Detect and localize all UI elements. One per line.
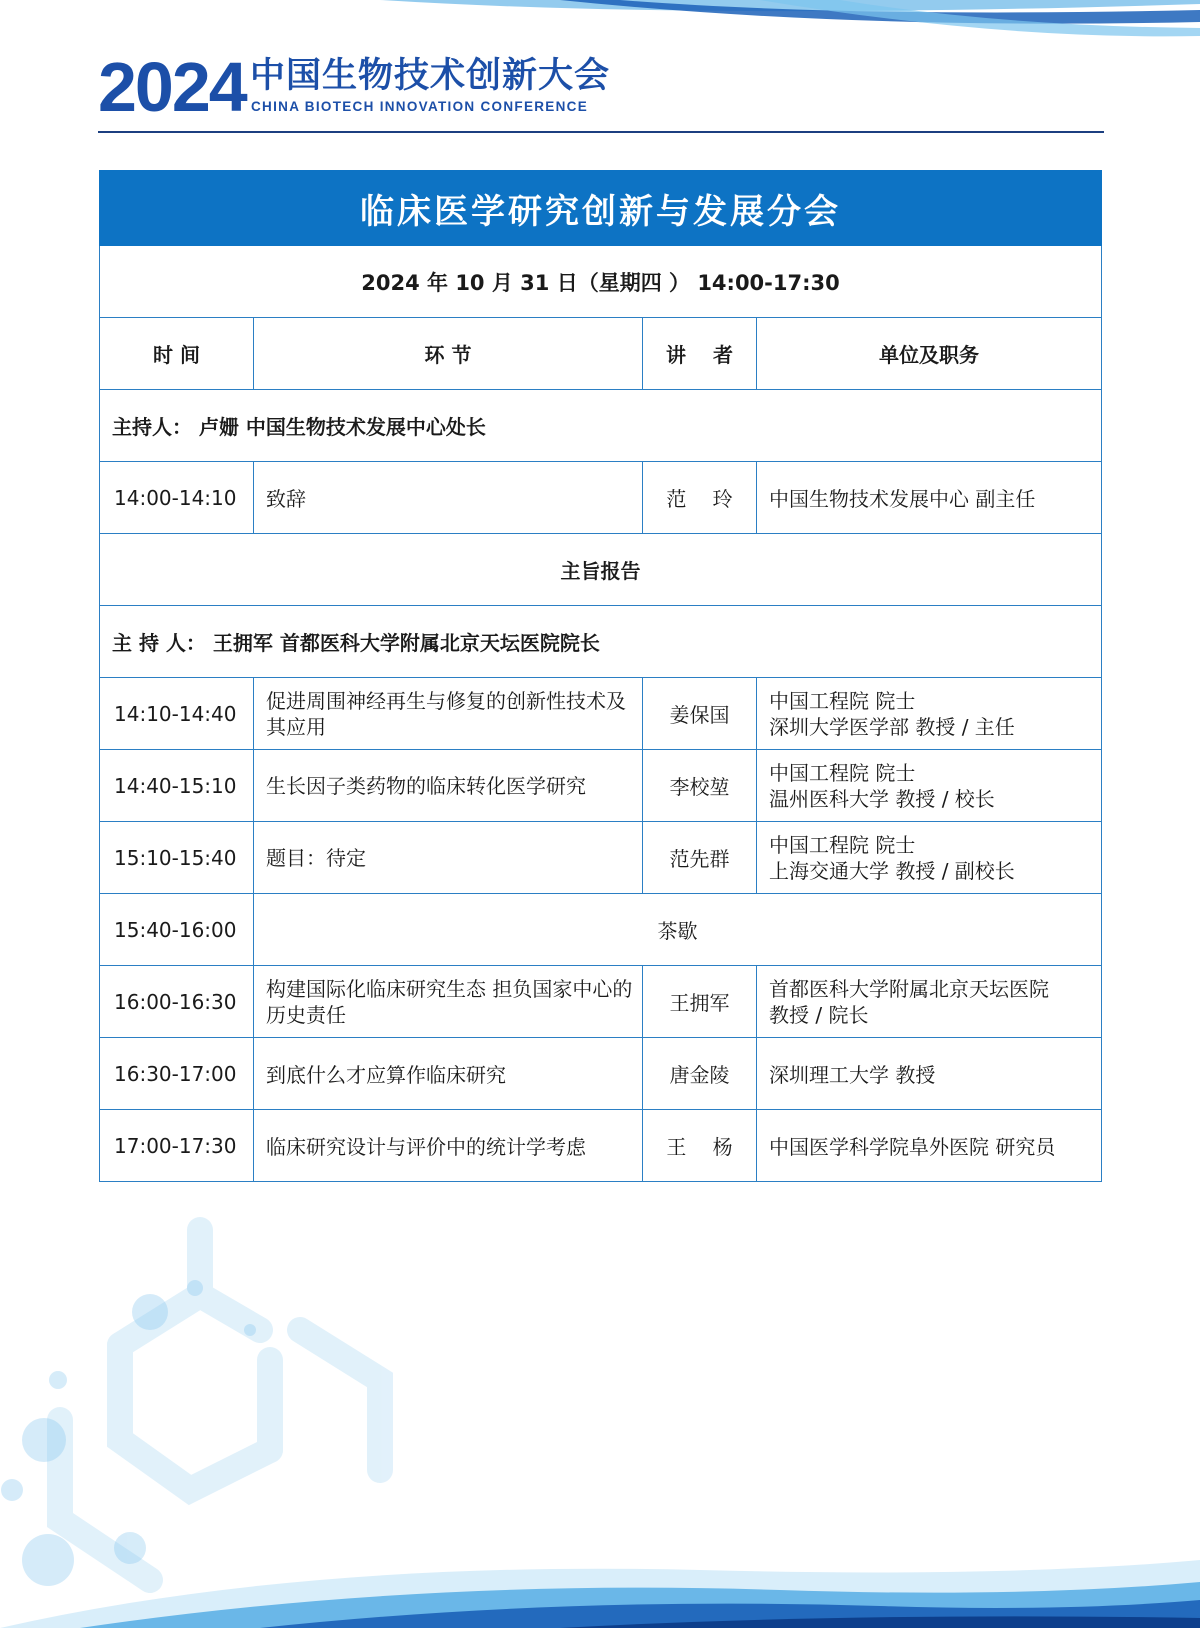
affiliation-cell: 深圳理工大学 教授 [757,1038,1102,1110]
segment-cell: 临床研究设计与评价中的统计学考虑 [254,1110,643,1182]
table-row [100,1038,1102,1110]
affiliation-line: 教授 / 院长 [769,1002,869,1027]
speaker-cell: 姜保国 [643,678,757,750]
segment-cell: 致辞 [254,462,643,534]
affiliation-line: 中国工程院 院士 [769,760,916,785]
break-row [100,894,1102,966]
host-row [100,606,1102,678]
table-row [100,966,1102,1038]
table-row [100,822,1102,894]
column-header-speaker: 讲 者 [643,318,757,390]
speaker-cell: 王拥军 [643,966,757,1038]
affiliation-cell [757,966,1102,1038]
speaker-cell: 范 玲 [643,462,757,534]
time-cell: 15:10-15:40 [100,822,254,894]
host-info: 主持人： 卢姗 中国生物技术发展中心处长 [100,390,1102,462]
affiliation-cell: 中国医学科学院阜外医院 研究员 [757,1110,1102,1182]
conference-title-en: CHINA BIOTECH INNOVATION CONFERENCE [251,99,589,114]
conference-title-cn: 中国生物技术创新大会 [250,56,611,96]
affiliation-line: 中国工程院 院士 [769,832,916,857]
time-cell: 17:00-17:30 [100,1110,254,1182]
segment-cell: 构建国际化临床研究生态 担负国家中心的历史责任 [254,966,643,1038]
column-header-time: 时 间 [100,318,254,390]
agenda-table [99,170,1102,1182]
speaker-cell: 李校堃 [643,750,757,822]
affiliation-cell: 中国生物技术发展中心 副主任 [757,462,1102,534]
time-cell: 16:00-16:30 [100,966,254,1038]
affiliation-line: 深圳大学医学部 教授 / 主任 [769,714,1015,739]
header-divider [98,131,1104,133]
segment-cell: 题目：待定 [254,822,643,894]
speaker-cell: 范先群 [643,822,757,894]
time-cell: 14:40-15:10 [100,750,254,822]
break-label: 茶歇 [254,894,1102,966]
time-cell: 15:40-16:00 [100,894,254,966]
time-cell: 14:00-14:10 [100,462,254,534]
table-header-row [100,318,1102,390]
column-header-affiliation: 单位及职务 [757,318,1102,390]
conference-year: 2024 [98,48,246,126]
keynote-row [100,534,1102,606]
segment-cell: 生长因子类药物的临床转化医学研究 [254,750,643,822]
speaker-cell: 唐金陵 [643,1038,757,1110]
table-row [100,678,1102,750]
table-row [100,1110,1102,1182]
session-date: 2024 年 10 月 31 日（星期四 ） 14:00-17:30 [100,246,1102,318]
affiliation-cell [757,822,1102,894]
conference-header [98,48,1104,134]
host-row [100,390,1102,462]
time-cell: 16:30-17:00 [100,1038,254,1110]
host-info: 主 持 人： 王拥军 首都医科大学附属北京天坛医院院长 [100,606,1102,678]
time-cell: 14:10-14:40 [100,678,254,750]
session-title: 临床医学研究创新与发展分会 [100,171,1102,246]
affiliation-line: 中国工程院 院士 [769,688,916,713]
affiliation-line: 上海交通大学 教授 / 副校长 [769,858,1015,883]
affiliation-cell [757,750,1102,822]
affiliation-cell [757,678,1102,750]
affiliation-line: 温州医科大学 教授 / 校长 [769,786,995,811]
segment-cell: 促进周围神经再生与修复的创新性技术及其应用 [254,678,643,750]
keynote-label: 主旨报告 [100,534,1102,606]
table-row [100,462,1102,534]
affiliation-line: 首都医科大学附属北京天坛医院 [769,976,1049,1001]
segment-cell: 到底什么才应算作临床研究 [254,1038,643,1110]
column-header-segment: 环 节 [254,318,643,390]
table-row [100,750,1102,822]
session-date-row [100,246,1102,318]
session-title-row [100,171,1102,246]
speaker-cell: 王 杨 [643,1110,757,1182]
